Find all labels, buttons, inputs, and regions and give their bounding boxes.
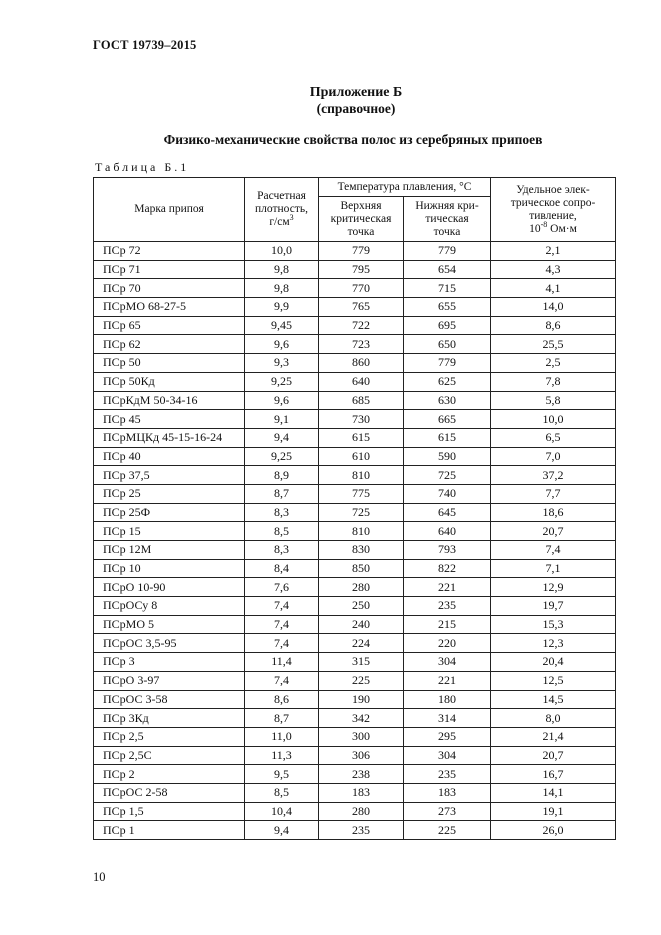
cell-grade: ПСр 3 [94, 653, 245, 672]
cell-upper-point: 190 [319, 690, 404, 709]
cell-density: 8,6 [245, 690, 319, 709]
cell-upper-point: 315 [319, 653, 404, 672]
cell-upper-point: 250 [319, 597, 404, 616]
cell-lower-point: 725 [404, 466, 491, 485]
cell-density: 9,9 [245, 298, 319, 317]
table-row [94, 260, 616, 279]
table-row [94, 690, 616, 709]
cell-grade: ПСрОС 3,5-95 [94, 634, 245, 653]
cell-grade: ПСрОС 3-58 [94, 690, 245, 709]
cell-density: 8,5 [245, 783, 319, 802]
cell-upper-point: 775 [319, 484, 404, 503]
table-row [94, 484, 616, 503]
cell-density: 10,4 [245, 802, 319, 821]
col-header-lower-point [404, 197, 491, 242]
cell-upper-point: 238 [319, 765, 404, 784]
cell-density: 11,0 [245, 727, 319, 746]
table-row [94, 578, 616, 597]
cell-lower-point: 183 [404, 783, 491, 802]
cell-upper-point: 342 [319, 709, 404, 728]
cell-resistivity: 26,0 [491, 821, 616, 840]
cell-grade: ПСр 15 [94, 522, 245, 541]
cell-resistivity: 16,7 [491, 765, 616, 784]
cell-resistivity: 19,7 [491, 597, 616, 616]
cell-density: 8,3 [245, 541, 319, 560]
cell-lower-point: 779 [404, 354, 491, 373]
cell-grade: ПСр 3Кд [94, 709, 245, 728]
cell-upper-point: 810 [319, 466, 404, 485]
cell-resistivity: 7,7 [491, 484, 616, 503]
page-number: 10 [93, 870, 106, 884]
cell-upper-point: 225 [319, 671, 404, 690]
table-row [94, 671, 616, 690]
cell-resistivity: 14,5 [491, 690, 616, 709]
cell-density: 8,7 [245, 484, 319, 503]
cell-lower-point: 630 [404, 391, 491, 410]
cell-density: 7,6 [245, 578, 319, 597]
table-row [94, 391, 616, 410]
cell-density: 8,5 [245, 522, 319, 541]
cell-density: 7,4 [245, 615, 319, 634]
cell-upper-point: 685 [319, 391, 404, 410]
table-row [94, 709, 616, 728]
cell-grade: ПСрМО 68-27-5 [94, 298, 245, 317]
cell-lower-point: 304 [404, 653, 491, 672]
cell-upper-point: 730 [319, 410, 404, 429]
cell-lower-point: 235 [404, 765, 491, 784]
cell-lower-point: 221 [404, 578, 491, 597]
cell-lower-point: 793 [404, 541, 491, 560]
cell-resistivity: 2,1 [491, 242, 616, 261]
lower-line1: Нижняя кри- [415, 199, 479, 212]
cell-lower-point: 615 [404, 428, 491, 447]
table-row [94, 279, 616, 298]
table-caption: Таблица Б.1 [95, 160, 190, 174]
cell-lower-point: 695 [404, 316, 491, 335]
cell-density: 8,9 [245, 466, 319, 485]
cell-grade: ПСрОСу 8 [94, 597, 245, 616]
cell-lower-point: 295 [404, 727, 491, 746]
table-row [94, 783, 616, 802]
cell-resistivity: 14,0 [491, 298, 616, 317]
appendix-title: Приложение Б [309, 85, 403, 100]
lower-line3: точка [433, 225, 461, 238]
table-row [94, 821, 616, 840]
table-row [94, 372, 616, 391]
cell-resistivity: 15,3 [491, 615, 616, 634]
table-row [94, 634, 616, 653]
cell-density: 9,8 [245, 260, 319, 279]
cell-resistivity: 10,0 [491, 410, 616, 429]
cell-grade: ПСр 65 [94, 316, 245, 335]
cell-upper-point: 235 [319, 821, 404, 840]
cell-grade: ПСр 70 [94, 279, 245, 298]
cell-upper-point: 183 [319, 783, 404, 802]
cell-resistivity: 12,5 [491, 671, 616, 690]
table-row [94, 541, 616, 560]
cell-lower-point: 822 [404, 559, 491, 578]
table-row [94, 335, 616, 354]
upper-line2: критическая [330, 212, 392, 225]
cell-density: 9,6 [245, 335, 319, 354]
cell-upper-point: 860 [319, 354, 404, 373]
cell-upper-point: 280 [319, 578, 404, 597]
cell-upper-point: 722 [319, 316, 404, 335]
cell-resistivity: 20,7 [491, 522, 616, 541]
cell-lower-point: 215 [404, 615, 491, 634]
cell-density: 10,0 [245, 242, 319, 261]
cell-grade: ПСр 2 [94, 765, 245, 784]
cell-density: 11,3 [245, 746, 319, 765]
cell-resistivity: 37,2 [491, 466, 616, 485]
cell-upper-point: 610 [319, 447, 404, 466]
cell-grade: ПСрМО 5 [94, 615, 245, 634]
cell-lower-point: 665 [404, 410, 491, 429]
properties-table [93, 177, 616, 840]
cell-density: 9,5 [245, 765, 319, 784]
cell-lower-point: 180 [404, 690, 491, 709]
cell-resistivity: 12,3 [491, 634, 616, 653]
cell-resistivity: 8,0 [491, 709, 616, 728]
density-line2: плотность, [255, 203, 308, 215]
cell-lower-point: 314 [404, 709, 491, 728]
cell-lower-point: 221 [404, 671, 491, 690]
cell-density: 9,8 [245, 279, 319, 298]
cell-upper-point: 770 [319, 279, 404, 298]
cell-resistivity: 19,1 [491, 802, 616, 821]
cell-lower-point: 650 [404, 335, 491, 354]
cell-resistivity: 7,1 [491, 559, 616, 578]
cell-density: 9,4 [245, 428, 319, 447]
cell-grade: ПСрМЦКд 45-15-16-24 [94, 428, 245, 447]
table-row [94, 765, 616, 784]
cell-upper-point: 615 [319, 428, 404, 447]
cell-grade: ПСр 25Ф [94, 503, 245, 522]
cell-density: 9,45 [245, 316, 319, 335]
cell-resistivity: 20,7 [491, 746, 616, 765]
table-row [94, 559, 616, 578]
resist-line2: трическое сопро- [510, 196, 596, 209]
cell-resistivity: 12,9 [491, 578, 616, 597]
cell-lower-point: 640 [404, 522, 491, 541]
cell-upper-point: 830 [319, 541, 404, 560]
cell-lower-point: 235 [404, 597, 491, 616]
cell-lower-point: 220 [404, 634, 491, 653]
cell-resistivity: 14,1 [491, 783, 616, 802]
table-row [94, 503, 616, 522]
cell-upper-point: 280 [319, 802, 404, 821]
cell-lower-point: 225 [404, 821, 491, 840]
cell-resistivity: 4,3 [491, 260, 616, 279]
table-row [94, 298, 616, 317]
cell-density: 9,6 [245, 391, 319, 410]
cell-upper-point: 850 [319, 559, 404, 578]
cell-upper-point: 300 [319, 727, 404, 746]
cell-grade: ПСрКдМ 50-34-16 [94, 391, 245, 410]
cell-upper-point: 306 [319, 746, 404, 765]
cell-density: 9,4 [245, 821, 319, 840]
appendix-subtitle: (справочное) [316, 101, 396, 116]
cell-resistivity: 25,5 [491, 335, 616, 354]
cell-grade: ПСр 2,5С [94, 746, 245, 765]
cell-lower-point: 779 [404, 242, 491, 261]
cell-lower-point: 590 [404, 447, 491, 466]
density-unit: г/см [269, 216, 290, 228]
cell-resistivity: 2,5 [491, 354, 616, 373]
cell-lower-point: 645 [404, 503, 491, 522]
cell-lower-point: 304 [404, 746, 491, 765]
table-row [94, 802, 616, 821]
col-header-density [245, 178, 319, 242]
table-row [94, 447, 616, 466]
cell-grade: ПСр 1,5 [94, 802, 245, 821]
cell-lower-point: 273 [404, 802, 491, 821]
cell-grade: ПСрОС 2-58 [94, 783, 245, 802]
cell-grade: ПСр 50 [94, 354, 245, 373]
table-row [94, 522, 616, 541]
cell-lower-point: 715 [404, 279, 491, 298]
cell-resistivity: 7,8 [491, 372, 616, 391]
upper-line1: Верхняя [340, 199, 382, 212]
cell-grade: ПСрО 10-90 [94, 578, 245, 597]
cell-density: 9,1 [245, 410, 319, 429]
cell-grade: ПСр 37,5 [94, 466, 245, 485]
cell-resistivity: 4,1 [491, 279, 616, 298]
cell-grade: ПСр 2,5 [94, 727, 245, 746]
resist-line3: тивление, [529, 209, 577, 222]
cell-grade: ПСр 1 [94, 821, 245, 840]
cell-upper-point: 765 [319, 298, 404, 317]
cell-resistivity: 20,4 [491, 653, 616, 672]
cell-resistivity: 5,8 [491, 391, 616, 410]
cell-grade: ПСр 40 [94, 447, 245, 466]
cell-density: 7,4 [245, 597, 319, 616]
cell-upper-point: 240 [319, 615, 404, 634]
cell-grade: ПСр 62 [94, 335, 245, 354]
resist-unit-post: Ом·м [547, 222, 577, 235]
resist-exp: -8 [540, 219, 548, 229]
cell-density: 9,25 [245, 447, 319, 466]
col-header-grade: Марка припоя [94, 178, 245, 242]
cell-density: 8,7 [245, 709, 319, 728]
density-exp: 3 [289, 213, 294, 223]
cell-density: 11,4 [245, 653, 319, 672]
table-body [94, 242, 616, 840]
cell-upper-point: 723 [319, 335, 404, 354]
col-header-melting-group: Температура плавления, °С [319, 178, 491, 197]
cell-resistivity: 18,6 [491, 503, 616, 522]
cell-density: 9,25 [245, 372, 319, 391]
cell-upper-point: 779 [319, 242, 404, 261]
cell-upper-point: 224 [319, 634, 404, 653]
cell-resistivity: 7,4 [491, 541, 616, 560]
col-header-resistivity [491, 178, 616, 242]
col-header-upper-point [319, 197, 404, 242]
lower-line2: тическая [425, 212, 469, 225]
cell-upper-point: 640 [319, 372, 404, 391]
table-row [94, 354, 616, 373]
cell-resistivity: 7,0 [491, 447, 616, 466]
cell-density: 8,3 [245, 503, 319, 522]
table-row [94, 428, 616, 447]
resist-line1: Удельное элек- [516, 183, 590, 196]
cell-density: 9,3 [245, 354, 319, 373]
cell-lower-point: 740 [404, 484, 491, 503]
table-row [94, 242, 616, 261]
cell-lower-point: 655 [404, 298, 491, 317]
table-row [94, 316, 616, 335]
cell-density: 7,4 [245, 671, 319, 690]
density-line1: Расчетная [257, 190, 306, 202]
cell-upper-point: 795 [319, 260, 404, 279]
resist-unit-pre: 10 [529, 222, 541, 235]
cell-density: 7,4 [245, 634, 319, 653]
cell-upper-point: 725 [319, 503, 404, 522]
cell-grade: ПСр 72 [94, 242, 245, 261]
table-row [94, 746, 616, 765]
cell-resistivity: 6,5 [491, 428, 616, 447]
table-row [94, 615, 616, 634]
cell-grade: ПСр 45 [94, 410, 245, 429]
table-row [94, 727, 616, 746]
cell-grade: ПСр 25 [94, 484, 245, 503]
table-row [94, 653, 616, 672]
upper-line3: точка [347, 225, 375, 238]
document-header: ГОСТ 19739–2015 [93, 38, 197, 52]
table-title: Физико-механические свойства полос из серебряных припоев [163, 132, 543, 147]
cell-grade: ПСр 12М [94, 541, 245, 560]
table-row [94, 597, 616, 616]
cell-lower-point: 625 [404, 372, 491, 391]
cell-resistivity: 8,6 [491, 316, 616, 335]
cell-grade: ПСрО 3-97 [94, 671, 245, 690]
cell-grade: ПСр 50Кд [94, 372, 245, 391]
table-row [94, 410, 616, 429]
cell-density: 8,4 [245, 559, 319, 578]
cell-grade: ПСр 71 [94, 260, 245, 279]
cell-resistivity: 21,4 [491, 727, 616, 746]
cell-upper-point: 810 [319, 522, 404, 541]
cell-lower-point: 654 [404, 260, 491, 279]
table-row [94, 466, 616, 485]
cell-grade: ПСр 10 [94, 559, 245, 578]
